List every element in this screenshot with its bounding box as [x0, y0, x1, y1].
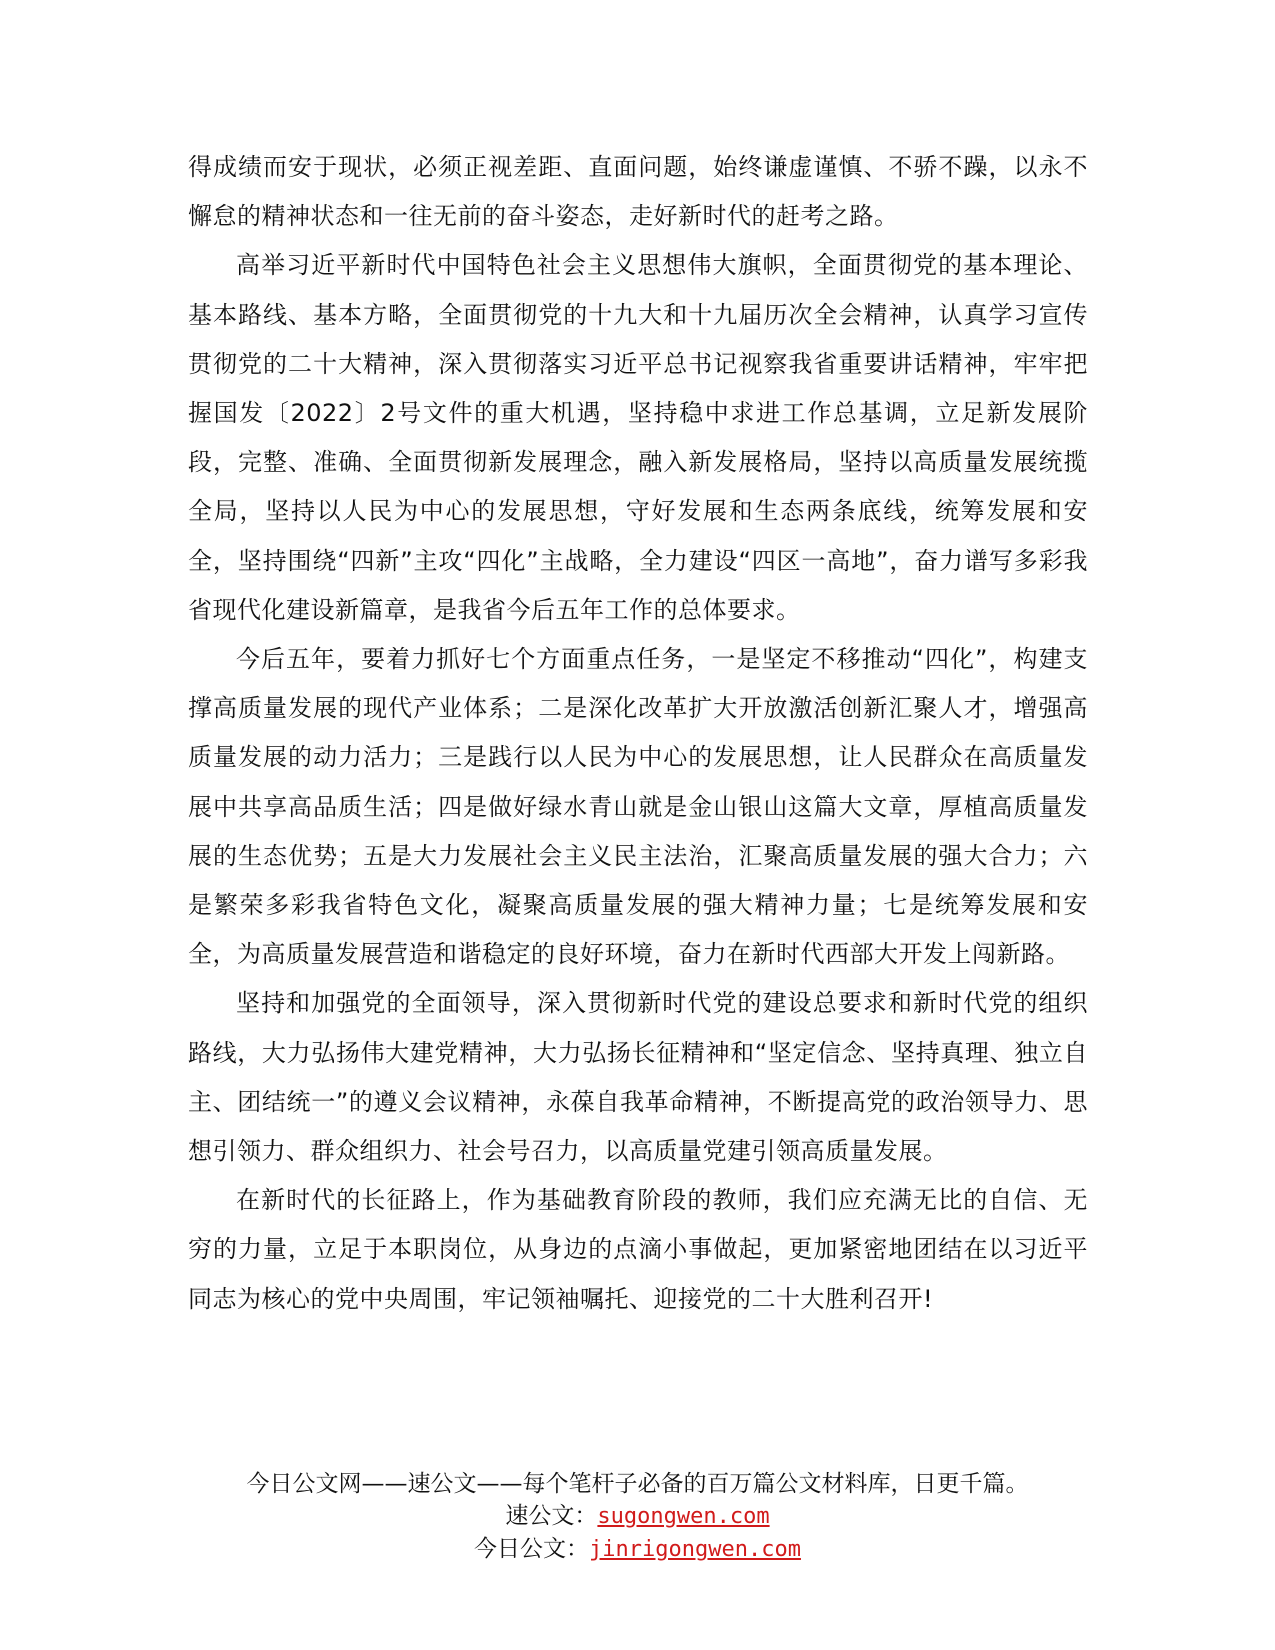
footer-line-jinrigongwen [0, 1533, 1275, 1566]
paragraph-key-tasks: 今后五年，要着力抓好七个方面重点任务，一是坚定不移推动“四化”，构建支撑高质量发展的现代产业体系；二是深化改革扩大开放激活创新汇聚人才，增强高质量发展的动力活力；三是践行以人民为中心的发展思想，让人民群众在高质量发展中共享高品质生活；四是做好绿水青山就是金山银山这篇大文章，厚植高质量发展的生态优势；五是大力发展社会主义民主法治，汇聚高质量发展的强大合力；六是繁荣多彩我省特色文化，凝聚高质量发展的强大精神力量；七是统筹发展和安全，为高质量发展营造和谐稳定的良好环境，奋力在新时代西部大开发上闯新路。 [188, 645, 1088, 969]
paragraph-overall-requirements: 高举习近平新时代中国特色社会主义思想伟大旗帜，全面贯彻党的基本理论、基本路线、基本方略，全面贯彻党的十九大和十九届历次全会精神，认真学习宣传贯彻党的二十大精神，深入贯彻落实习近平总书记视察我省重要讲话精神，牢牢把握国发〔2022〕2号文件的重大机遇，坚持稳中求进工作总基调，立足新发展阶段，完整、准确、全面贯彻新发展理念，融入新发展格局，坚持以高质量发展统揽全局，坚持以人民为中心的发展思想，守好发展和生态两条底线，统筹发展和安全，坚持围绕“四新”主攻“四化”主战略，全力建设“四区一高地”，奋力谱写多彩我省现代化建设新篇章，是我省今后五年工作的总体要求。 [188, 251, 1088, 624]
paragraph-continuation: 得成绩而安于现状，必须正视差距、直面问题，始终谦虚谨慎、不骄不躁，以永不懈怠的精神状态和一往无前的奋斗姿态，走好新时代的赶考之路。 [188, 153, 1088, 231]
footer-jinrigongwen-link[interactable]: jinrigongwen.com [589, 1537, 801, 1562]
footer-line-sugongwen [0, 1500, 1275, 1533]
document-body [188, 143, 1088, 1324]
footer [0, 1468, 1275, 1566]
footer-tagline: 今日公文网——速公文——每个笔杆子必备的百万篇公文材料库，日更千篇。 [246, 1471, 1029, 1497]
paragraph-party-leadership: 坚持和加强党的全面领导，深入贯彻新时代党的建设总要求和新时代党的组织路线，大力弘扬伟大建党精神，大力弘扬长征精神和“坚定信念、坚持真理、独立自主、团结统一”的遵义会议精神，永葆自我革命精神，不断提高党的政治领导力、思想引领力、群众组织力、社会号召力，以高质量党建引领高质量发展。 [188, 989, 1088, 1166]
paragraph-teacher-commitment: 在新时代的长征路上，作为基础教育阶段的教师，我们应充满无比的自信、无穷的力量，立足于本职岗位，从身边的点滴小事做起，更加紧密地团结在以习近平同志为核心的党中央周围，牢记领袖嘱托、迎接党的二十大胜利召开! [188, 1186, 1088, 1313]
footer-sugongwen-label: 速公文： [505, 1503, 598, 1529]
footer-jinrigongwen-label: 今日公文： [474, 1536, 590, 1562]
footer-sugongwen-link[interactable]: sugongwen.com [597, 1504, 770, 1529]
